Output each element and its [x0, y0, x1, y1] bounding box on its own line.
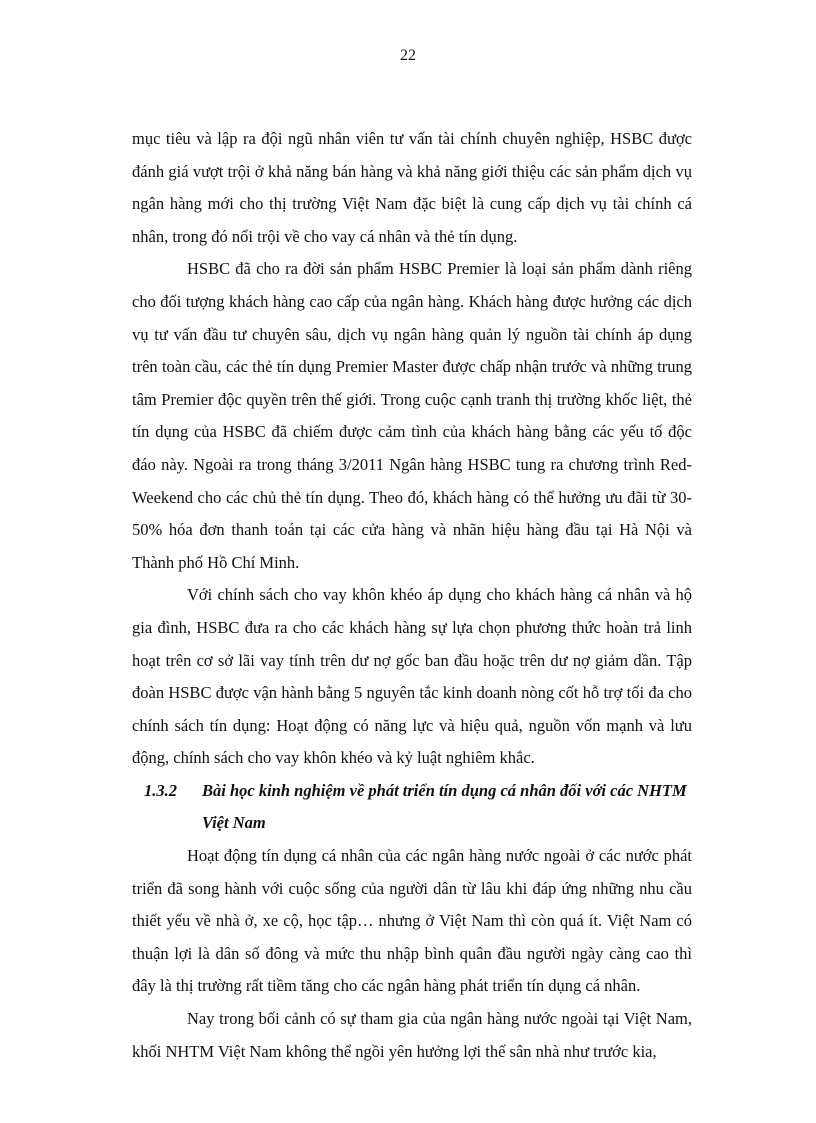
section-heading — [132, 775, 692, 840]
section-title-line2: Việt Nam — [202, 813, 266, 833]
page-body — [132, 123, 692, 1068]
paragraph-hsbc-advisors: mục tiêu và lập ra đội ngũ nhân viên tư vấn tài chính chuyên nghiệp, HSBC được đánh giá vượt trội ở khả năng bán hàng và khả năng giới thiệu các sản phẩm dịch vụ ngân hàng mới cho thị trường Việt Nam đặc biệt là cung cấp dịch vụ tài chính cá nhân, trong đó nổi trội về cho vay cá nhân và thẻ tín dụng. — [132, 129, 692, 246]
section-number: 1.3.2 — [144, 780, 177, 800]
page-number: 22 — [400, 47, 416, 64]
paragraph-foreign-banks: Hoạt động tín dụng cá nhân của các ngân hàng nước ngoài ở các nước phát triển đã song hành với cuộc sống của người dân từ lâu khi đáp ứng những nhu cầu thiết yếu về nhà ở, xe cộ, học tập… nhưng ở Việt Nam thì còn quá ít. Việt Nam có thuận lợi là dân số đông và mức thu nhập bình quân đầu người ngày càng cao thì đây là thị trường rất tiềm tăng cho các ngân hàng phát triển tín dụng cá nhân. — [132, 846, 692, 996]
paragraph-hsbc-premier: HSBC đã cho ra đời sản phẩm HSBC Premier là loại sản phẩm dành riêng cho đối tượng khách hàng cao cấp của ngân hàng. Khách hàng được hưởng các dịch vụ tư vấn đầu tư chuyên sâu, dịch vụ ngân hàng quản lý nguồn tài chính áp dụng trên toàn cầu, các thẻ tín dụng Premier Master được chấp nhận trước và những trung tâm Premier độc quyền trên thế giới. Trong cuộc cạnh tranh thị trường khốc liệt, thẻ tín dụng của HSBC đã chiếm được cảm tình của khách hàng bằng các yếu tố độc đáo này. Ngoài ra trong tháng 3/2011 Ngân hàng HSBC tung ra chương trình Red-Weekend cho các chủ thẻ tín dụng. Theo đó, khách hàng có thể hưởng ưu đãi từ 30-50% hóa đơn thanh toán tại các cửa hàng và nhãn hiệu hàng đầu tại Hà Nội và Thành phố Hồ Chí Minh. — [132, 259, 692, 572]
paragraph-hsbc-lending-policy: Với chính sách cho vay khôn khéo áp dụng cho khách hàng cá nhân và hộ gia đình, HSBC đưa ra cho các khách hàng sự lựa chọn phương thức hoàn trả linh hoạt trên cơ sở lãi vay tính trên dư nợ gốc ban đầu hoặc trên dư nợ giảm dần. Tập đoàn HSBC được vận hành bằng 5 nguyên tắc kinh doanh nòng cốt hỗ trợ tối đa cho chính sách tín dụng: Hoạt động có năng lực và hiệu quả, nguồn vốn mạnh và lưu động, chính sách cho vay khôn khéo và kỷ luật nghiêm khắc. — [132, 585, 692, 768]
section-title-line1: Bài học kinh nghiệm về phát triển tín dụng cá nhân đối với các NHTM — [202, 780, 687, 800]
paragraph-current-context: Nay trong bối cảnh có sự tham gia của ngân hàng nước ngoài tại Việt Nam, khối NHTM Việt Nam không thể ngồi yên hưởng lợi thế sân nhà như trước kia, — [132, 1009, 692, 1061]
